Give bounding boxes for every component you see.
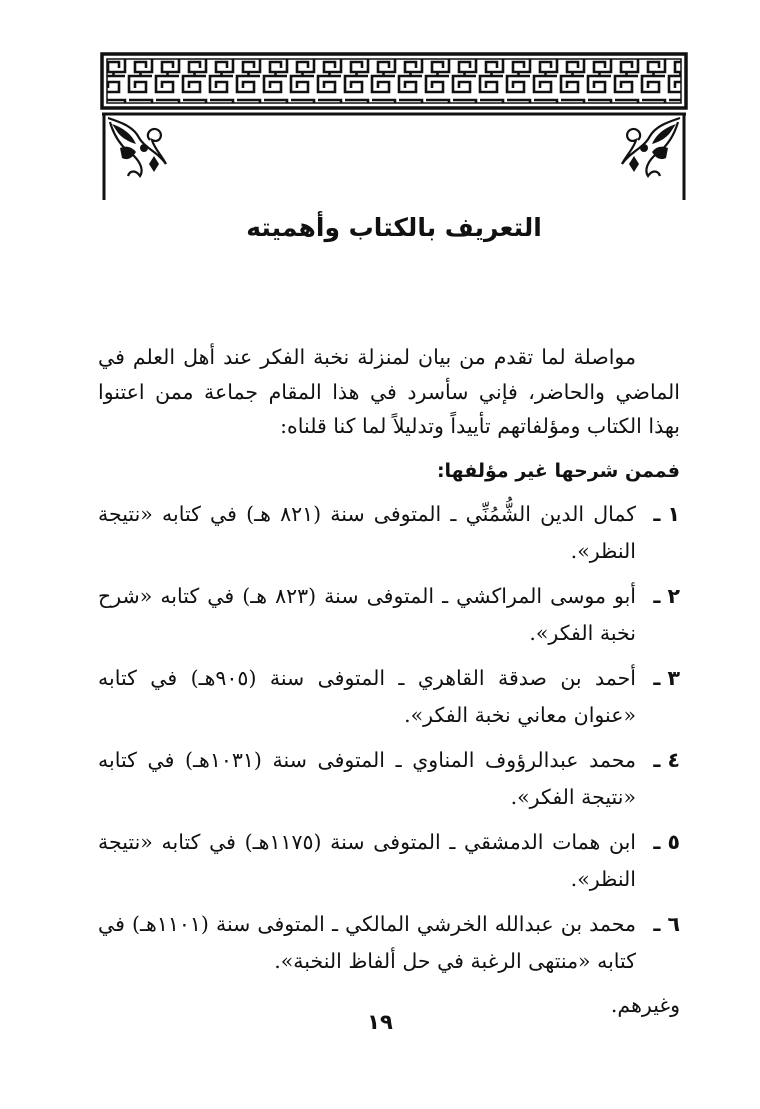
ornamental-header-frame	[100, 52, 688, 202]
list-item	[98, 496, 680, 570]
item-text: كمال الدين الشُّمُنِّي ـ المتوفى سنة (٨٢١ هـ) في كتابه «نتيجة النظر».	[98, 501, 637, 563]
closing-line: وغيرهم.	[610, 992, 680, 1017]
left-corner-flourish-icon	[108, 118, 166, 176]
intro-paragraph: مواصلة لما تقدم من بيان لمنزلة نخبة الفكر عند أهل العلم في الماضي والحاضر، فإني سأسرد في هذا المقام جماعة ممن اعتنوا بهذا الكتاب ومؤلفاتهم تأييداً وتدليلاً لما كنا قلناه:	[98, 345, 680, 438]
item-text: أبو موسى المراكشي ـ المتوفى سنة (٨٢٣ هـ) في كتابه «شرح نخبة الفكر».	[98, 583, 636, 645]
commentators-list	[98, 496, 680, 980]
item-number: ٦ ـ	[653, 911, 680, 936]
section-title: التعريف بالكتاب وأهميته	[246, 212, 542, 242]
item-text: محمد عبدالرؤوف المناوي ـ المتوفى سنة (١٠٣١هـ) في كتابه «نتيجة الفكر».	[98, 747, 636, 809]
item-text: أحمد بن صدقة القاهري ـ المتوفى سنة (٩٠٥هـ) في كتابه «عنوان معاني نخبة الفكر».	[98, 665, 636, 727]
list-item	[98, 906, 680, 980]
list-item	[98, 824, 680, 898]
item-number: ٣ ـ	[653, 665, 680, 690]
item-number: ٥ ـ	[653, 829, 680, 854]
list-item	[98, 578, 680, 652]
item-text: ابن همات الدمشقي ـ المتوفى سنة (١١٧٥هـ) في كتابه «نتيجة النظر».	[98, 829, 636, 891]
right-corner-flourish-icon	[622, 118, 680, 176]
list-item	[98, 660, 680, 734]
list-item	[98, 742, 680, 816]
item-number: ٤ ـ	[653, 747, 680, 772]
body-text	[98, 340, 680, 1022]
subheading: فممن شرحها غير مؤلفها:	[436, 459, 680, 482]
item-text: محمد بن عبدالله الخرشي المالكي ـ المتوفى سنة (١١٠١هـ) في كتابه «منتهى الرغبة في حل ألفاظ النخبة».	[98, 911, 637, 973]
item-number: ٢ ـ	[653, 583, 680, 608]
item-number: ١ ـ	[653, 501, 680, 526]
page-number: ١٩	[367, 1010, 393, 1034]
